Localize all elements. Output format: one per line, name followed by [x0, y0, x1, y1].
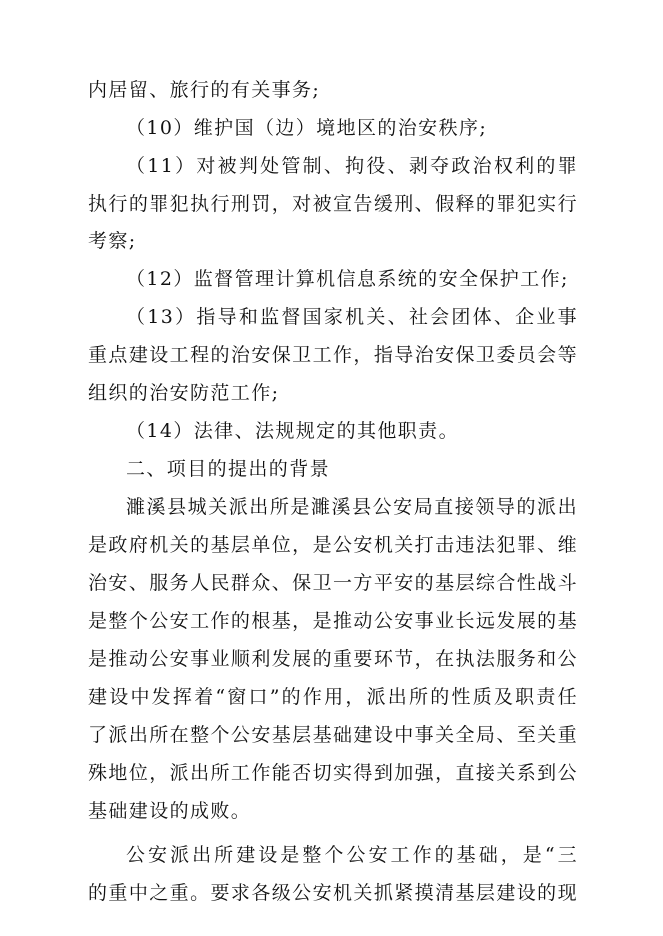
text-line-1: 内居留、旅行的有关事务; — [88, 79, 321, 101]
text-line-21: 公安派出所建设是整个公安工作的基础，是“三 — [126, 844, 578, 866]
text-line-9: 组织的治安防范工作; — [88, 382, 280, 404]
text-line-4: 执行的罪犯执行刑罚，对被宣告缓刑、假释的罪犯实行 — [88, 193, 578, 215]
text-line-13: 是政府机关的基层单位，是公安机关打击违法犯罪、维 — [88, 534, 578, 556]
text-line-6: （12）监督管理计算机信息系统的安全保护工作; — [126, 268, 569, 290]
text-line-16: 是推动公安事业顺利发展的重要环节，在执法服务和公 — [88, 648, 578, 670]
text-line-5: 考察; — [88, 230, 137, 252]
text-line-22: 的重中之重。要求各级公安机关抓紧摸清基层建设的现 — [88, 882, 578, 904]
text-line-17: 建设中发挥着“窗口”的作用，派出所的性质及职责任 — [88, 686, 578, 708]
text-line-2: （10）维护国（边）境地区的治安秩序; — [126, 117, 488, 139]
text-line-3: （11）对被判处管制、拘役、剥夺政治权利的罪 — [126, 155, 578, 177]
section-heading: 二、项目的提出的背景 — [126, 458, 331, 480]
text-line-19: 殊地位，派出所工作能否切实得到加强，直接关系到公 — [88, 762, 578, 784]
text-line-12: 濉溪县城关派出所是濉溪县公安局直接领导的派出 — [126, 496, 578, 518]
text-line-20: 基础建设的成败。 — [88, 800, 252, 822]
text-line-7: （13）指导和监督国家机关、社会团体、企业事 — [126, 306, 578, 328]
text-line-18: 了派出所在整个公安基层基础建设中事关全局、至关重 — [88, 724, 578, 746]
text-line-15: 是整个公安工作的根基，是推动公安事业长远发展的基 — [88, 610, 578, 632]
text-line-8: 重点建设工程的治安保卫工作，指导治安保卫委员会等 — [88, 344, 578, 366]
text-line-10: （14）法律、法规规定的其他职责。 — [126, 420, 459, 442]
text-line-14: 治安、服务人民群众、保卫一方平安的基层综合性战斗 — [88, 572, 578, 594]
